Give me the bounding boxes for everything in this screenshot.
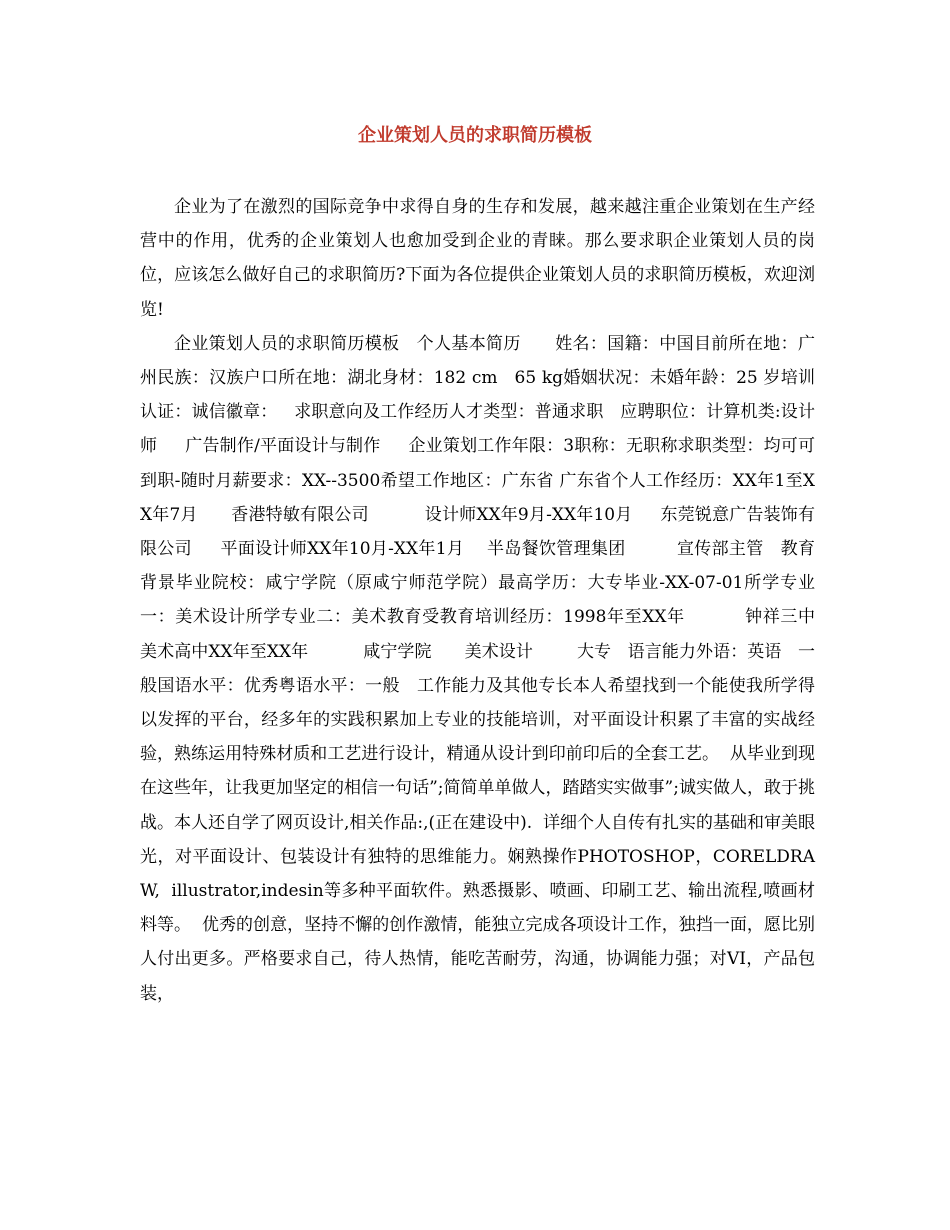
document-body: [140, 190, 870, 1011]
intro-paragraph: 企业为了在激烈的国际竞争中求得自身的生存和发展，越来越注重企业策划在生产经营中的作用，优秀的企业策划人也愈加受到企业的青睐。那么要求职企业策划人员的岗位，应该怎么做好自己的求职简历?下面为各位提供企业策划人员的求职简历模板，欢迎浏览!: [140, 197, 815, 320]
resume-paragraph: 企业策划人员的求职简历模板 个人基本简历 姓名：国籍：中国目前所在地：广州民族：汉族户口所在地：湖北身材：182 cm 65 kg婚姻状况：未婚年龄：25 岁培训认证：诚信徽章： 求职意向及工作经历人才类型：普通求职 应聘职位：计算机类:设计师 广告制作/平面设计与制作 企业策划工作年限：3职称：无职称求职类型：均可可到职-随时月薪要求：XX--3500希望工作地区：广东省 广东省个人工作经历：XX年1至XX年7月 香港特敏有限公司 设计师XX年9月-XX年10月 东莞锐意广告装饰有限公司 平面设计师XX年10月-XX年1月 半岛餐饮管理集团 宣传部主管 教育背景毕业院校：咸宁学院（原咸宁师范学院）最高学历：大专毕业-XX-07-01所学专业一：美术设计所学专业二：美术教育受教育培训经历：1998年至XX年 钟祥三中 美术高中XX年至XX年 咸宁学院 美术设计 大专 语言能力外语：英语 一般国语水平：优秀粤语水平：一般 工作能力及其他专长本人希望找到一个能使我所学得以发挥的平台，经多年的实践积累加上专业的技能培训，对平面设计积累了丰富的实战经验，熟练运用特殊材质和工艺进行设计，精通从设计到印前印后的全套工艺。 从毕业到现在这些年，让我更加坚定的相信一句话”;简简单单做人，踏踏实实做事”;诚实做人，敢于挑战。本人还自学了网页设计,相关作品:,(正在建设中). 详细个人自传有扎实的基础和审美眼光，对平面设计、包装设计有独特的思维能力。娴熟操作PHOTOSHOP，CORELDRAW, illustrator,indesin等多种平面软件。熟悉摄影、喷画、印刷工艺、输出流程,喷画材料等。 优秀的创意，坚持不懈的创作激情，能独立完成各项设计工作，独挡一面，愿比别人付出更多。严格要求自己，待人热情，能吃苦耐劳，沟通，协调能力强；对VI，产品包装，: [140, 333, 870, 1004]
document-title: 企业策划人员的求职简历模板: [358, 125, 592, 146]
